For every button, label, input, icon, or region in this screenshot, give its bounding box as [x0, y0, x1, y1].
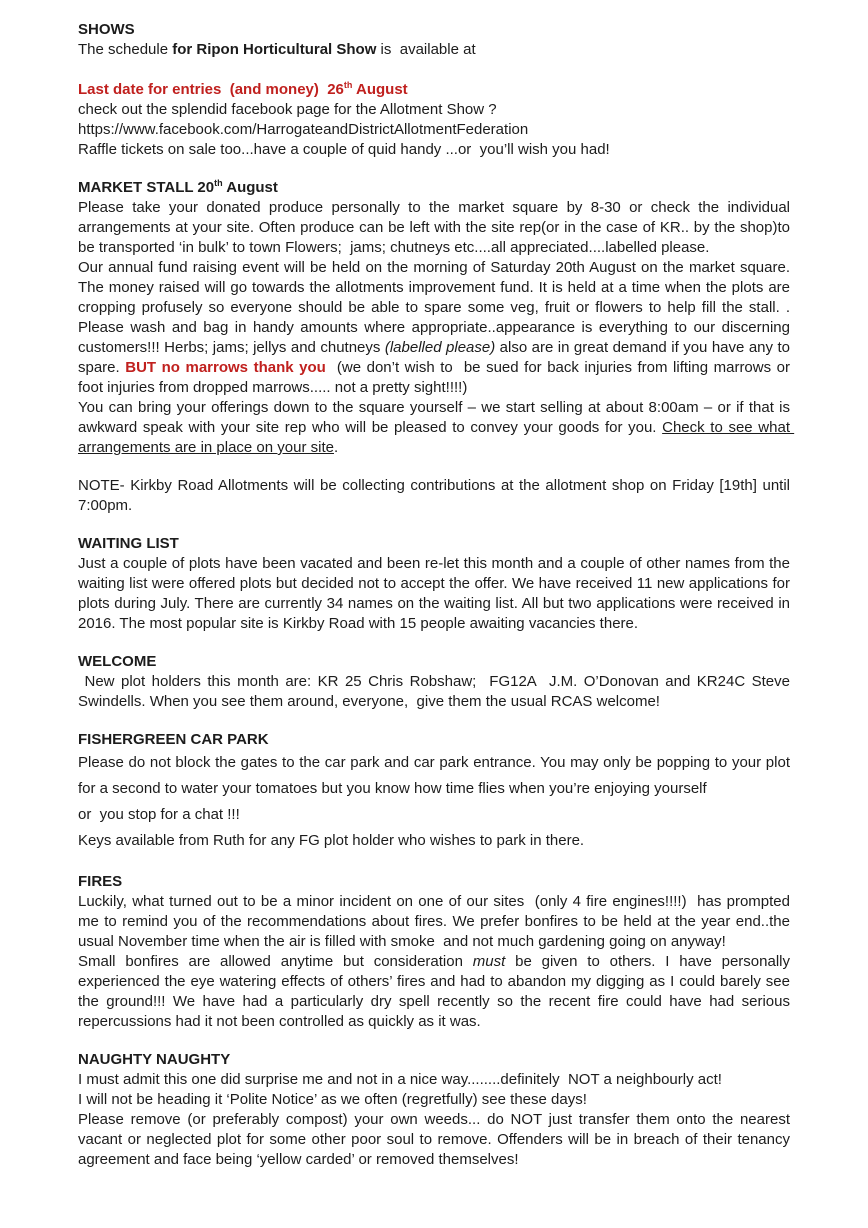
check-arrangements-underline: Check to see what arrangements are in place on your site — [78, 419, 795, 456]
section-welcome — [78, 652, 795, 712]
naughty-para-3: Please remove (or preferably compost) your own weeds... do NOT just transfer them onto the nearest vacant or neglected plot for some other poor soul to remove. Offenders will be in breach of their tenancy agreement and face being ‘yellow carded’ or removed themselves! — [78, 1111, 795, 1168]
must-emphasis: must — [472, 953, 506, 970]
welcome-para: New plot holders this month are: KR 25 Chris Robshaw; FG12A J.M. O’Donovan and KR24C Steve Swindells. When you see them around, everyone, give them the usual RCAS welcome! — [78, 673, 795, 710]
market-stall-para-3 — [78, 398, 795, 458]
market-stall-heading — [78, 178, 790, 198]
section-fishergreen-car-park — [78, 730, 795, 854]
market-stall-para2-post: (we don’t wish to be sued for back injuries from lifting marrows or foot injuries from dropped marrows..... not a pretty sight!!!!) — [78, 359, 795, 396]
facebook-url-text: https://www.facebook.com/HarrogateandDistrictAllotmentFederation — [78, 121, 529, 138]
fishergreen-para-3: Keys available from Ruth for any FG plot holder who wishes to park in there. — [78, 832, 585, 849]
fires-para2-post: be given to others. I have personally experienced the eye watering effects of others’ fires and had to abandon my digging as I could barely see the ground!!! We have had a particularly dry spell recently so the recent fire could have had serious repercussions had it not been controlled as quickly as it was. — [78, 953, 795, 1030]
deadline-post: August — [352, 81, 408, 98]
fires-para-2 — [78, 952, 795, 1032]
section-shows — [78, 20, 790, 160]
note-kirkby-road: NOTE- Kirkby Road Allotments will be collecting contributions at the allotment shop on Friday [19th] until 7:00pm. — [78, 477, 795, 514]
market-stall-para-1: Please take your donated produce personally to the market square by 8-30 or check the individual arrangements at your site. Often produce can be left with the site rep(or in the case of KR.. by the shop)to be transported ‘in bulk’ to town Flowers; jams; chutneys etc....all appreciated....labelled please. — [78, 199, 795, 256]
naughty-para-1: I must admit this one did surprise me and not in a nice way........definitely NOT a neighbourly act! — [78, 1071, 722, 1088]
market-stall-heading-pre: MARKET STALL 20 — [78, 179, 215, 196]
shows-intro-pre: The schedule — [78, 41, 173, 58]
fires-para-1: Luckily, what turned out to be a minor incident on one of our sites (only 4 fire engines!!!!) has prompted me to remind you of the recommendations about fires. We prefer bonfires to be held at the year end..the usual November time when the air is filled with smoke and not much gardening going on anyway! — [78, 893, 795, 950]
fishergreen-heading: FISHERGREEN CAR PARK — [78, 731, 269, 748]
naughty-heading: NAUGHTY NAUGHTY — [78, 1051, 231, 1068]
section-market-stall — [78, 178, 795, 458]
labelled-please-italic: (labelled please) — [384, 339, 496, 356]
market-stall-heading-post: August — [222, 179, 278, 196]
deadline-pre: Last date for entries (and money) 26 — [78, 81, 344, 98]
fires-heading: FIRES — [78, 873, 123, 890]
no-marrows-warning: BUT no marrows thank you — [125, 359, 326, 376]
waiting-list-para: Just a couple of plots have been vacated and been re-let this month and a couple of other names from the waiting list were offered plots but decided not to accept the offer. We have received 11 new applications for plots during July. There are currently 34 names on the waiting list. All but two applications were received in 2016. The most popular site is Kirkby Road with 15 people awaiting vacancies there. — [78, 555, 795, 632]
market-stall-para2-mid: also are in great demand if you have any to spare. — [78, 339, 795, 376]
blank-line — [78, 60, 790, 80]
facebook-prompt-line: check out the splendid facebook page for the Allotment Show ? — [78, 101, 497, 118]
shows-intro-post: is available at — [376, 41, 476, 58]
market-stall-heading-superscript: th — [214, 178, 223, 188]
section-fires — [78, 872, 795, 1032]
fishergreen-para-2: or you stop for a chat !!! — [78, 806, 240, 823]
section-naughty-naughty — [78, 1050, 795, 1170]
raffle-line: Raffle tickets on sale too...have a couple of quid handy ...or you’ll wish you had! — [78, 141, 610, 158]
shows-intro-bold: for Ripon Horticultural Show — [172, 41, 377, 58]
fishergreen-para-1: Please do not block the gates to the car park and car park entrance. You may only be popping to your plot for a second to water your tomatoes but you know how time flies when you’re enjoying yourself — [78, 754, 795, 797]
market-stall-para3-post: . — [333, 439, 339, 456]
market-stall-para-2 — [78, 258, 795, 398]
waiting-list-heading: WAITING LIST — [78, 535, 179, 552]
market-stall-para2-pre: Our annual fund raising event will be held on the morning of Saturday 20th August on the market square. The money raised will go towards the allotments improvement fund. It is held at a time when the plots are cropping profusely so everyone should be able to spare some veg, fruit or flowers to help fill the stall. . Please wash and bag in handy amounts where appropriate..appearance is everything to our discerning customers!!! Herbs; jams; jellys and chutneys — [78, 259, 795, 356]
fires-para2-pre: Small bonfires are allowed anytime but consideration — [78, 953, 473, 970]
section-waiting-list — [78, 534, 795, 634]
naughty-para-2: I will not be heading it ‘Polite Notice’ as we often (regretfully) see these days! — [78, 1091, 587, 1108]
shows-heading: SHOWS — [78, 21, 135, 38]
shows-intro-line — [78, 40, 790, 60]
market-stall-para3-pre: You can bring your offerings down to the square yourself – we start selling at about 8:00am – or if that is awkward speak with your site rep who will be pleased to convey your goods for you. — [78, 399, 795, 436]
welcome-heading: WELCOME — [78, 653, 157, 670]
section-note — [78, 476, 795, 516]
entries-deadline-line — [78, 80, 790, 100]
deadline-superscript: th — [343, 80, 353, 90]
